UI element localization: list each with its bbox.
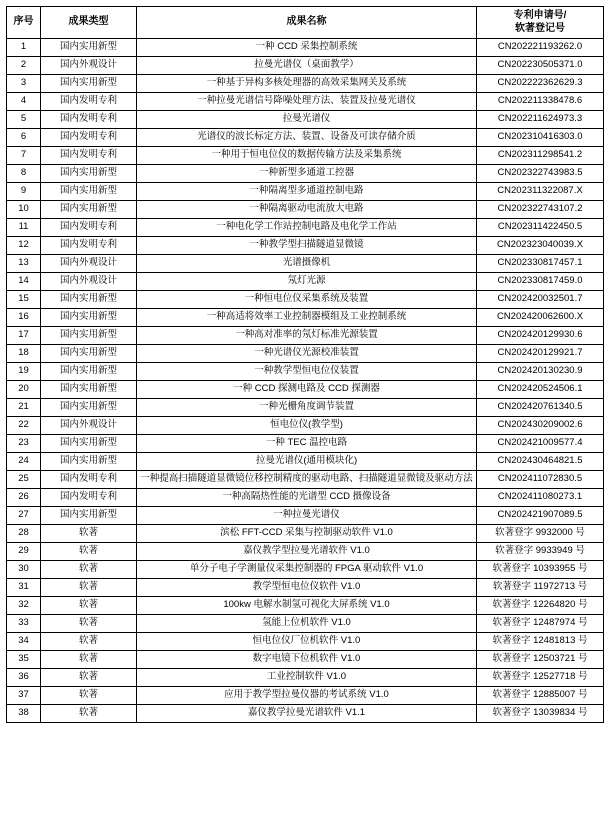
table-row (7, 579, 604, 597)
cell-index: 13 (7, 255, 41, 273)
cell-type: 国内外观设计 (41, 255, 137, 273)
column-header-index: 序号 (7, 7, 41, 39)
table-row (7, 201, 604, 219)
cell-name: 工业控制软件 V1.0 (137, 669, 477, 687)
cell-number: CN202211624973.3 (477, 111, 604, 129)
table-row (7, 615, 604, 633)
cell-type: 国内发明专利 (41, 147, 137, 165)
table-row (7, 453, 604, 471)
cell-number: CN202411072830.5 (477, 471, 604, 489)
table-row (7, 435, 604, 453)
cell-type: 国内外观设计 (41, 417, 137, 435)
cell-index: 35 (7, 651, 41, 669)
column-header-number-line1: 专利申请号/ (513, 10, 567, 21)
cell-type: 国内实用新型 (41, 345, 137, 363)
cell-index: 16 (7, 309, 41, 327)
table-row (7, 57, 604, 75)
cell-index: 27 (7, 507, 41, 525)
cell-type: 国内发明专利 (41, 111, 137, 129)
cell-name: 一种用于恒电位仪的数据传输方法及采集系统 (137, 147, 477, 165)
cell-type: 国内实用新型 (41, 183, 137, 201)
cell-type: 软著 (41, 543, 137, 561)
cell-index: 29 (7, 543, 41, 561)
table-row (7, 651, 604, 669)
table-row (7, 543, 604, 561)
cell-index: 36 (7, 669, 41, 687)
table-row (7, 237, 604, 255)
cell-index: 25 (7, 471, 41, 489)
table-row (7, 255, 604, 273)
cell-type: 国内外观设计 (41, 273, 137, 291)
cell-name: 拉曼光谱仪（桌面教学） (137, 57, 477, 75)
cell-number: CN202421907089.5 (477, 507, 604, 525)
cell-name: 光谱仪的波长标定方法、装置、设备及可读存储介质 (137, 129, 477, 147)
cell-number: CN202411080273.1 (477, 489, 604, 507)
cell-number: CN202420129921.7 (477, 345, 604, 363)
cell-index: 18 (7, 345, 41, 363)
cell-type: 软著 (41, 651, 137, 669)
cell-type: 国内发明专利 (41, 219, 137, 237)
cell-number: 软著登字 13039834 号 (477, 705, 604, 723)
cell-type: 软著 (41, 597, 137, 615)
table-row (7, 489, 604, 507)
table-row (7, 597, 604, 615)
cell-type: 软著 (41, 615, 137, 633)
cell-type: 国内实用新型 (41, 363, 137, 381)
cell-number: CN202221193262.0 (477, 39, 604, 57)
cell-type: 软著 (41, 669, 137, 687)
table-row (7, 525, 604, 543)
table-row (7, 75, 604, 93)
table-row (7, 39, 604, 57)
cell-index: 3 (7, 75, 41, 93)
cell-name: 一种新型多通道工控器 (137, 165, 477, 183)
table-row (7, 687, 604, 705)
cell-type: 软著 (41, 705, 137, 723)
table-row (7, 417, 604, 435)
cell-number: 软著登字 11972713 号 (477, 579, 604, 597)
cell-number: CN202322743983.5 (477, 165, 604, 183)
cell-type: 国内实用新型 (41, 309, 137, 327)
cell-index: 23 (7, 435, 41, 453)
cell-number: CN202420032501.7 (477, 291, 604, 309)
cell-type: 国内外观设计 (41, 57, 137, 75)
cell-index: 1 (7, 39, 41, 57)
cell-index: 20 (7, 381, 41, 399)
column-header-number (477, 7, 604, 39)
cell-type: 国内实用新型 (41, 39, 137, 57)
cell-name: 一种 CCD 探测电路及 CCD 探测器 (137, 381, 477, 399)
cell-number: CN202230505371.0 (477, 57, 604, 75)
cell-name: 一种基于异构多核处理器的高效采集网关及系统 (137, 75, 477, 93)
cell-name: 恒电位仪(教学型) (137, 417, 477, 435)
cell-name: 恒电位仪厂位机软件 V1.0 (137, 633, 477, 651)
table-row (7, 93, 604, 111)
cell-index: 17 (7, 327, 41, 345)
cell-index: 19 (7, 363, 41, 381)
cell-number: CN202311298541.2 (477, 147, 604, 165)
cell-type: 国内实用新型 (41, 399, 137, 417)
cell-index: 6 (7, 129, 41, 147)
table-row (7, 129, 604, 147)
cell-index: 15 (7, 291, 41, 309)
cell-number: 软著登字 10393955 号 (477, 561, 604, 579)
column-header-number-line2: 软著登记号 (515, 22, 565, 34)
cell-name: 嘉仪教学拉曼光谱软件 V1.1 (137, 705, 477, 723)
cell-number: CN202420761340.5 (477, 399, 604, 417)
table-header-row (7, 7, 604, 39)
cell-name: 一种教学型扫描隧道显微镜 (137, 237, 477, 255)
cell-number: CN202311422450.5 (477, 219, 604, 237)
table-row (7, 363, 604, 381)
cell-type: 国内实用新型 (41, 327, 137, 345)
cell-number: CN202222362629.3 (477, 75, 604, 93)
table-row (7, 291, 604, 309)
cell-name: 单分子电子学测量仪采集控制器的 FPGA 驱动软件 V1.0 (137, 561, 477, 579)
cell-name: 一种拉曼光谱仪 (137, 507, 477, 525)
table-row (7, 705, 604, 723)
cell-name: 一种恒电位仪采集系统及装置 (137, 291, 477, 309)
cell-name: 一种隔离驱动电流放大电路 (137, 201, 477, 219)
cell-name: 一种高对准率的氖灯标准光源装置 (137, 327, 477, 345)
cell-number: CN202323040039.X (477, 237, 604, 255)
cell-name: 光谱摄像机 (137, 255, 477, 273)
cell-number: CN202421009577.4 (477, 435, 604, 453)
cell-name: 拉曼光谱仪(通用模块化) (137, 453, 477, 471)
cell-index: 31 (7, 579, 41, 597)
cell-number: 软著登字 12481813 号 (477, 633, 604, 651)
table-row (7, 669, 604, 687)
cell-name: 一种隔离型多通道控制电路 (137, 183, 477, 201)
cell-number: CN202322743107.2 (477, 201, 604, 219)
table-row (7, 345, 604, 363)
table-header (7, 7, 604, 39)
table-body (7, 39, 604, 723)
cell-name: 数字电镜下位机软件 V1.0 (137, 651, 477, 669)
cell-number: CN202420524506.1 (477, 381, 604, 399)
cell-index: 14 (7, 273, 41, 291)
table-row (7, 273, 604, 291)
cell-type: 国内实用新型 (41, 453, 137, 471)
table-row (7, 183, 604, 201)
cell-number: 软著登字 12527718 号 (477, 669, 604, 687)
table-row (7, 471, 604, 489)
cell-name: 一种 TEC 温控电路 (137, 435, 477, 453)
cell-number: 软著登字 12885007 号 (477, 687, 604, 705)
cell-type: 国内发明专利 (41, 471, 137, 489)
cell-type: 国内发明专利 (41, 237, 137, 255)
cell-number: CN202430464821.5 (477, 453, 604, 471)
cell-type: 软著 (41, 687, 137, 705)
cell-index: 5 (7, 111, 41, 129)
cell-name: 一种 CCD 采集控制系统 (137, 39, 477, 57)
table-row (7, 309, 604, 327)
table-row (7, 381, 604, 399)
cell-name: 滨松 FFT-CCD 采集与控制驱动软件 V1.0 (137, 525, 477, 543)
cell-number: 软著登字 12264820 号 (477, 597, 604, 615)
cell-index: 32 (7, 597, 41, 615)
cell-index: 7 (7, 147, 41, 165)
table-row (7, 399, 604, 417)
cell-number: CN202330817459.0 (477, 273, 604, 291)
cell-number: 软著登字 12487974 号 (477, 615, 604, 633)
cell-name: 嘉仪教学型拉曼光谱软件 V1.0 (137, 543, 477, 561)
cell-number: CN202330817457.1 (477, 255, 604, 273)
cell-type: 国内发明专利 (41, 489, 137, 507)
cell-type: 软著 (41, 561, 137, 579)
cell-index: 38 (7, 705, 41, 723)
column-header-name: 成果名称 (137, 7, 477, 39)
cell-name: 拉曼光谱仪 (137, 111, 477, 129)
cell-index: 24 (7, 453, 41, 471)
cell-index: 9 (7, 183, 41, 201)
cell-index: 12 (7, 237, 41, 255)
cell-type: 国内发明专利 (41, 93, 137, 111)
cell-number: CN202211338478.6 (477, 93, 604, 111)
cell-index: 34 (7, 633, 41, 651)
cell-name: 一种电化学工作站控制电路及电化学工作站 (137, 219, 477, 237)
cell-type: 国内实用新型 (41, 381, 137, 399)
cell-type: 国内实用新型 (41, 75, 137, 93)
cell-index: 10 (7, 201, 41, 219)
cell-name: 100kw 电解水制氢可视化大屏系统 V1.0 (137, 597, 477, 615)
table-row (7, 327, 604, 345)
cell-number: CN202311322087.X (477, 183, 604, 201)
cell-type: 软著 (41, 633, 137, 651)
patent-results-table (6, 6, 604, 723)
cell-index: 21 (7, 399, 41, 417)
cell-index: 37 (7, 687, 41, 705)
cell-type: 国内实用新型 (41, 165, 137, 183)
cell-type: 国内实用新型 (41, 201, 137, 219)
table-row (7, 561, 604, 579)
cell-index: 2 (7, 57, 41, 75)
cell-index: 28 (7, 525, 41, 543)
cell-name: 应用于教学型拉曼仪器的考试系统 V1.0 (137, 687, 477, 705)
cell-index: 4 (7, 93, 41, 111)
cell-index: 26 (7, 489, 41, 507)
cell-type: 国内实用新型 (41, 507, 137, 525)
table-row (7, 147, 604, 165)
cell-number: CN202420062600.X (477, 309, 604, 327)
column-header-type: 成果类型 (41, 7, 137, 39)
cell-index: 11 (7, 219, 41, 237)
table-row (7, 633, 604, 651)
cell-number: CN202420130230.9 (477, 363, 604, 381)
cell-name: 一种教学型恒电位仪装置 (137, 363, 477, 381)
cell-name: 氢能上位机软件 V1.0 (137, 615, 477, 633)
cell-name: 一种拉曼光谱信号降噪处理方法、装置及拉曼光谱仪 (137, 93, 477, 111)
cell-number: 软著登字 9933949 号 (477, 543, 604, 561)
cell-name: 一种光谱仪光源校准装置 (137, 345, 477, 363)
table-row (7, 507, 604, 525)
cell-type: 软著 (41, 579, 137, 597)
table-row (7, 219, 604, 237)
cell-type: 软著 (41, 525, 137, 543)
cell-name: 氖灯光源 (137, 273, 477, 291)
cell-number: CN202310416303.0 (477, 129, 604, 147)
cell-number: 软著登字 9932000 号 (477, 525, 604, 543)
cell-number: CN202420129930.6 (477, 327, 604, 345)
cell-index: 33 (7, 615, 41, 633)
cell-name: 一种光栅角度调节装置 (137, 399, 477, 417)
cell-number: 软著登字 12503721 号 (477, 651, 604, 669)
cell-name: 一种高隔热性能的光谱型 CCD 摄像设备 (137, 489, 477, 507)
cell-number: CN202430209002.6 (477, 417, 604, 435)
cell-index: 22 (7, 417, 41, 435)
table-row (7, 165, 604, 183)
cell-type: 国内发明专利 (41, 129, 137, 147)
table-row (7, 111, 604, 129)
cell-name: 一种提高扫描隧道显微镜位移控制精度的驱动电路、扫描隧道显微镜及驱动方法 (137, 471, 477, 489)
cell-type: 国内实用新型 (41, 291, 137, 309)
cell-index: 8 (7, 165, 41, 183)
cell-name: 教学型恒电位仪软件 V1.0 (137, 579, 477, 597)
cell-index: 30 (7, 561, 41, 579)
cell-name: 一种高适将效率工业控制器模组及工业控制系统 (137, 309, 477, 327)
cell-type: 国内实用新型 (41, 435, 137, 453)
